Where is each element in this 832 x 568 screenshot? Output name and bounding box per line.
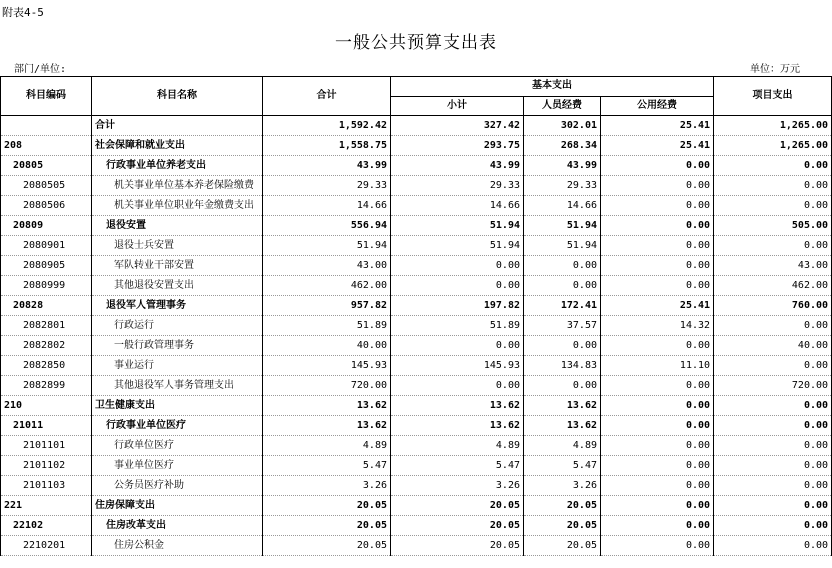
cell-project: 760.00 [714,296,832,316]
cell-subtotal: 13.62 [391,396,524,416]
cell-total: 13.62 [263,416,391,436]
table-row [1,316,832,336]
header-project: 项目支出 [714,77,832,116]
cell-total: 51.94 [263,236,391,256]
header-name: 科目名称 [92,77,263,116]
table-header [1,77,832,116]
cell-name: 一般行政管理事务 [92,336,263,356]
cell-personnel: 0.00 [524,256,601,276]
cell-personnel: 4.89 [524,436,601,456]
table-row [1,356,832,376]
cell-subtotal: 197.82 [391,296,524,316]
cell-personnel: 0.00 [524,336,601,356]
cell-code: 2082899 [1,376,92,396]
annex-label: 附表4-5 [2,6,44,19]
table-row [1,296,832,316]
cell-name: 退役士兵安置 [92,236,263,256]
cell-public: 0.00 [601,536,714,556]
header-subtotal: 小计 [391,96,524,116]
table-row [1,136,832,156]
cell-public: 0.00 [601,516,714,536]
cell-public: 0.00 [601,216,714,236]
header-total: 合计 [263,77,391,116]
cell-personnel: 13.62 [524,396,601,416]
cell-project: 0.00 [714,156,832,176]
cell-project: 0.00 [714,476,832,496]
cell-public: 0.00 [601,456,714,476]
cell-code: 2082850 [1,356,92,376]
cell-personnel: 0.00 [524,276,601,296]
cell-code: 2080905 [1,256,92,276]
cell-name: 其他退役安置支出 [92,276,263,296]
cell-public: 0.00 [601,376,714,396]
table-row [1,476,832,496]
cell-public: 0.00 [601,416,714,436]
cell-name: 军队转业干部安置 [92,256,263,276]
cell-code [1,116,92,136]
table-row [1,196,832,216]
table-row [1,276,832,296]
cell-personnel: 0.00 [524,376,601,396]
cell-subtotal: 3.26 [391,476,524,496]
cell-personnel: 13.62 [524,416,601,436]
cell-subtotal: 0.00 [391,256,524,276]
cell-total: 4.89 [263,436,391,456]
cell-public: 0.00 [601,276,714,296]
cell-code: 20809 [1,216,92,236]
cell-public: 0.00 [601,396,714,416]
table-row [1,456,832,476]
cell-code: 208 [1,136,92,156]
cell-code: 2080901 [1,236,92,256]
budget-table [0,76,832,556]
cell-project: 0.00 [714,396,832,416]
table-row [1,496,832,516]
cell-name: 住房公积金 [92,536,263,556]
cell-personnel: 172.41 [524,296,601,316]
cell-subtotal: 0.00 [391,376,524,396]
cell-total: 957.82 [263,296,391,316]
table-row [1,236,832,256]
cell-total: 40.00 [263,336,391,356]
cell-total: 5.47 [263,456,391,476]
cell-code: 20805 [1,156,92,176]
cell-name: 卫生健康支出 [92,396,263,416]
cell-personnel: 37.57 [524,316,601,336]
cell-subtotal: 51.94 [391,236,524,256]
table-row [1,436,832,456]
cell-personnel: 20.05 [524,536,601,556]
cell-code: 2101103 [1,476,92,496]
cell-personnel: 5.47 [524,456,601,476]
cell-subtotal: 5.47 [391,456,524,476]
cell-code: 2080999 [1,276,92,296]
cell-project: 43.00 [714,256,832,276]
cell-personnel: 268.34 [524,136,601,156]
header-basic: 基本支出 [391,77,714,97]
cell-project: 0.00 [714,416,832,436]
cell-project: 0.00 [714,516,832,536]
cell-subtotal: 51.94 [391,216,524,236]
cell-code: 22102 [1,516,92,536]
cell-total: 14.66 [263,196,391,216]
cell-subtotal: 13.62 [391,416,524,436]
header-personnel: 人员经费 [524,96,601,116]
cell-code: 21011 [1,416,92,436]
cell-name: 其他退役军人事务管理支出 [92,376,263,396]
cell-name: 事业单位医疗 [92,456,263,476]
cell-total: 462.00 [263,276,391,296]
cell-personnel: 51.94 [524,216,601,236]
cell-project: 0.00 [714,456,832,476]
cell-subtotal: 14.66 [391,196,524,216]
cell-name: 行政运行 [92,316,263,336]
cell-public: 0.00 [601,236,714,256]
cell-subtotal: 29.33 [391,176,524,196]
cell-name: 公务员医疗补助 [92,476,263,496]
cell-total: 20.05 [263,536,391,556]
table-row [1,516,832,536]
cell-code: 2210201 [1,536,92,556]
cell-total: 1,558.75 [263,136,391,156]
cell-public: 0.00 [601,476,714,496]
cell-total: 51.89 [263,316,391,336]
table-row [1,256,832,276]
cell-project: 505.00 [714,216,832,236]
cell-name: 行政事业单位医疗 [92,416,263,436]
cell-public: 25.41 [601,116,714,136]
cell-total: 20.05 [263,516,391,536]
cell-code: 2082802 [1,336,92,356]
cell-public: 0.00 [601,436,714,456]
table-row [1,176,832,196]
table-row [1,216,832,236]
cell-project: 0.00 [714,496,832,516]
cell-total: 29.33 [263,176,391,196]
cell-name: 住房保障支出 [92,496,263,516]
cell-public: 25.41 [601,296,714,316]
table-row [1,116,832,136]
cell-project: 0.00 [714,236,832,256]
cell-total: 20.05 [263,496,391,516]
cell-project: 0.00 [714,176,832,196]
cell-public: 11.10 [601,356,714,376]
cell-project: 0.00 [714,536,832,556]
cell-subtotal: 43.99 [391,156,524,176]
cell-total: 43.00 [263,256,391,276]
cell-name: 事业运行 [92,356,263,376]
cell-subtotal: 293.75 [391,136,524,156]
header-public: 公用经费 [601,96,714,116]
table-body [1,116,832,556]
cell-code: 2080505 [1,176,92,196]
cell-project: 1,265.00 [714,116,832,136]
cell-total: 556.94 [263,216,391,236]
cell-project: 0.00 [714,316,832,336]
cell-public: 0.00 [601,336,714,356]
cell-total: 720.00 [263,376,391,396]
cell-project: 40.00 [714,336,832,356]
cell-project: 1,265.00 [714,136,832,156]
page-title: 一般公共预算支出表 [335,33,497,53]
cell-code: 2080506 [1,196,92,216]
unit-label: 单位：万元 [750,64,800,75]
cell-total: 1,592.42 [263,116,391,136]
cell-subtotal: 20.05 [391,536,524,556]
cell-subtotal: 0.00 [391,276,524,296]
department-label: 部门/单位: [14,64,67,75]
cell-project: 0.00 [714,356,832,376]
cell-name: 行政事业单位养老支出 [92,156,263,176]
cell-name: 社会保障和就业支出 [92,136,263,156]
cell-personnel: 20.05 [524,496,601,516]
cell-code: 221 [1,496,92,516]
cell-code: 2101102 [1,456,92,476]
cell-subtotal: 51.89 [391,316,524,336]
cell-name: 行政单位医疗 [92,436,263,456]
cell-subtotal: 4.89 [391,436,524,456]
table-row [1,156,832,176]
cell-public: 0.00 [601,156,714,176]
cell-personnel: 134.83 [524,356,601,376]
cell-code: 2082801 [1,316,92,336]
cell-name: 合计 [92,116,263,136]
cell-project: 462.00 [714,276,832,296]
cell-project: 0.00 [714,196,832,216]
cell-total: 3.26 [263,476,391,496]
cell-personnel: 20.05 [524,516,601,536]
cell-public: 25.41 [601,136,714,156]
table-row [1,536,832,556]
cell-project: 0.00 [714,436,832,456]
cell-personnel: 29.33 [524,176,601,196]
cell-total: 13.62 [263,396,391,416]
cell-total: 43.99 [263,156,391,176]
cell-subtotal: 0.00 [391,336,524,356]
cell-name: 退役安置 [92,216,263,236]
cell-name: 退役军人管理事务 [92,296,263,316]
cell-personnel: 3.26 [524,476,601,496]
cell-personnel: 43.99 [524,156,601,176]
cell-code: 2101101 [1,436,92,456]
cell-code: 210 [1,396,92,416]
cell-name: 机关事业单位基本养老保险缴费 [92,176,263,196]
cell-public: 14.32 [601,316,714,336]
cell-name: 机关事业单位职业年金缴费支出 [92,196,263,216]
table-row [1,376,832,396]
cell-total: 145.93 [263,356,391,376]
cell-project: 720.00 [714,376,832,396]
cell-name: 住房改革支出 [92,516,263,536]
cell-public: 0.00 [601,256,714,276]
cell-personnel: 51.94 [524,236,601,256]
table-row [1,416,832,436]
cell-subtotal: 145.93 [391,356,524,376]
table-row [1,336,832,356]
cell-personnel: 14.66 [524,196,601,216]
header-code: 科目编码 [1,77,92,116]
cell-code: 20828 [1,296,92,316]
cell-public: 0.00 [601,176,714,196]
cell-subtotal: 20.05 [391,496,524,516]
cell-public: 0.00 [601,196,714,216]
cell-personnel: 302.01 [524,116,601,136]
cell-public: 0.00 [601,496,714,516]
cell-subtotal: 327.42 [391,116,524,136]
cell-subtotal: 20.05 [391,516,524,536]
table-row [1,396,832,416]
